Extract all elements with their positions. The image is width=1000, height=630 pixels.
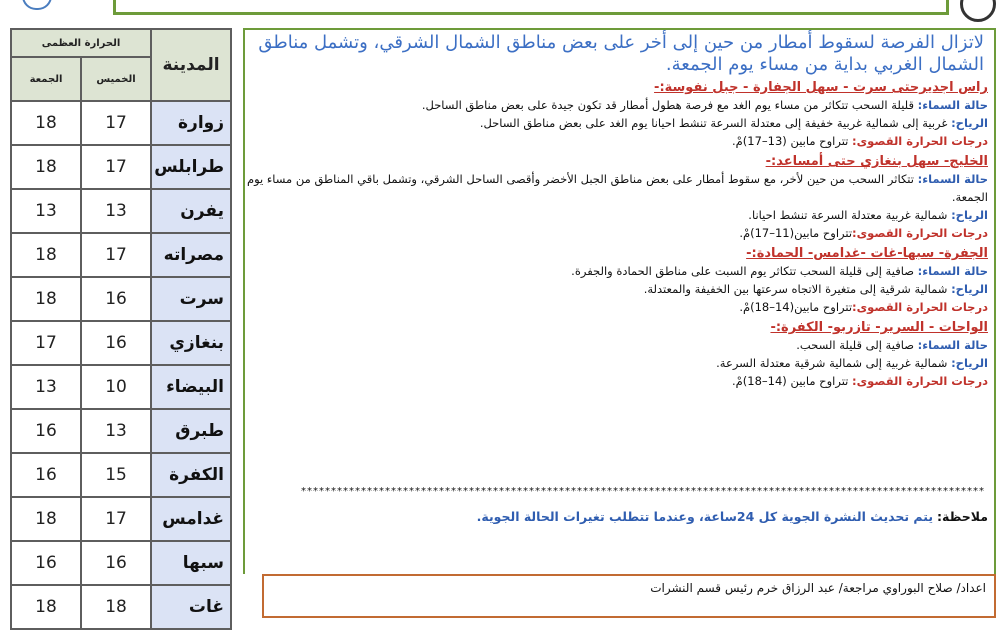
sky-label: حالة السماء: bbox=[917, 338, 988, 352]
winds-text: شمالية غربية معتدلة السرعة تنشط احيانا. bbox=[748, 208, 948, 222]
table-row bbox=[11, 145, 231, 189]
sky-text: قليلة السحب تتكاثر من مساء يوم الغد مع فرصة هطول أمطار قد تكون جيدة على بعض مناطق الساحل. bbox=[421, 98, 914, 112]
table-row bbox=[11, 585, 231, 629]
city-name: سرت bbox=[151, 277, 231, 321]
table-row bbox=[11, 321, 231, 365]
winds-label: الرياح: bbox=[951, 208, 988, 222]
friday-temp: 16 bbox=[11, 409, 81, 453]
table-row bbox=[11, 189, 231, 233]
thursday-temp: 16 bbox=[81, 321, 151, 365]
winds-text: غربية إلى شمالية غربية خفيفة إلى معتدلة السرعة تنشط احيانا يوم الغد على بعض مناطق الساحل. bbox=[479, 116, 948, 130]
temps-text: تتراوح مابين (14–18)مْ. bbox=[732, 374, 849, 388]
friday-temp: 17 bbox=[11, 321, 81, 365]
day-header-thursday: الخميس bbox=[81, 57, 151, 101]
header-strip bbox=[0, 0, 1000, 22]
city-name: يفرن bbox=[151, 189, 231, 233]
footer-credits: اعداد/ صلاح البوراوي مراجعة/ عبد الرزاق خرم رئيس قسم النشرات bbox=[650, 581, 986, 595]
logo-icon bbox=[22, 0, 52, 10]
sky-text: صافية إلى قليلة السحب. bbox=[796, 338, 914, 352]
city-name: سبها bbox=[151, 541, 231, 585]
note-label: ملاحظة: bbox=[937, 509, 988, 524]
thursday-temp: 13 bbox=[81, 409, 151, 453]
temps-text: تتراوح مابين (13–17)مْ. bbox=[732, 134, 849, 148]
friday-temp: 18 bbox=[11, 585, 81, 629]
temps-text: تتراوح مابين(11–17)مْ. bbox=[739, 226, 853, 240]
winds-text: شمالية غربية إلى شمالية شرقية معتدلة السرعة. bbox=[716, 356, 948, 370]
temps-label: درجات الحرارة القصوى: bbox=[852, 374, 988, 388]
winds-label: الرياح: bbox=[951, 356, 988, 370]
winds-text: شمالية شرقية إلى متغيرة الاتجاه سرعتها بين الخفيفة والمعتدلة. bbox=[643, 282, 948, 296]
note-text: يتم تحديث النشرة الجوية كل 24ساعة، وعندما تتطلب تغيرات الحالة الجوية. bbox=[476, 509, 934, 524]
temperature-table bbox=[10, 28, 232, 630]
winds-line bbox=[245, 206, 994, 224]
thursday-temp: 16 bbox=[81, 541, 151, 585]
thursday-temp: 17 bbox=[81, 497, 151, 541]
sky-label: حالة السماء: bbox=[917, 98, 988, 112]
winds-line bbox=[245, 280, 994, 298]
emblem-icon bbox=[960, 0, 996, 22]
city-name: طرابلس bbox=[151, 145, 231, 189]
friday-temp: 18 bbox=[11, 497, 81, 541]
table-row bbox=[11, 365, 231, 409]
forecast-intro: لاتزال الفرصة لسقوط أمطار من حين إلى أخر على بعض مناطق الشمال الشرقي، وتشمل مناطق الشمال الغربي بداية من مساء يوم الجمعة. bbox=[258, 32, 984, 75]
winds-label: الرياح: bbox=[951, 116, 988, 130]
sky-line bbox=[245, 170, 994, 206]
day-header-friday: الجمعة bbox=[11, 57, 81, 101]
temps-label: درجات الحرارة القصوى: bbox=[852, 226, 988, 240]
temps-label: درجات الحرارة القصوى: bbox=[852, 300, 988, 314]
friday-temp: 13 bbox=[11, 189, 81, 233]
section-title: الواحات - السرير- تازربو- الكفرة:- bbox=[770, 320, 988, 335]
city-name: زوارة bbox=[151, 101, 231, 145]
sky-text: صافية إلى قليلة السحب تتكاثر يوم السبت على مناطق الحمادة والجفرة. bbox=[571, 264, 914, 278]
temps-line bbox=[245, 298, 994, 316]
section-title: الخليج- سهل بنغازي حتى أمساعد:- bbox=[765, 154, 988, 169]
divider-stars: ****************************************************************************************************************** bbox=[301, 486, 985, 497]
friday-temp: 18 bbox=[11, 233, 81, 277]
temps-label: درجات الحرارة القصوى: bbox=[852, 134, 988, 148]
city-name: بنغازي bbox=[151, 321, 231, 365]
max-temp-header: الحرارة العظمى bbox=[11, 29, 151, 57]
forecast-panel bbox=[243, 28, 996, 574]
sky-text: تتكاثر السحب من حين لأخر، مع سقوط أمطار على بعض مناطق الجبل الأخضر وأقصى الساحل الشرقي، وتشمل باقي المناطق من مساء يوم الجمعة. bbox=[246, 172, 988, 204]
friday-temp: 16 bbox=[11, 453, 81, 497]
city-name: البيضاء bbox=[151, 365, 231, 409]
city-name: غات bbox=[151, 585, 231, 629]
city-header: المدينة bbox=[151, 29, 231, 101]
sky-label: حالة السماء: bbox=[917, 172, 988, 186]
thursday-temp: 15 bbox=[81, 453, 151, 497]
table-row bbox=[11, 233, 231, 277]
temps-line bbox=[245, 132, 994, 150]
friday-temp: 18 bbox=[11, 277, 81, 321]
winds-line bbox=[245, 354, 994, 372]
thursday-temp: 18 bbox=[81, 585, 151, 629]
table-row bbox=[11, 277, 231, 321]
sky-line bbox=[245, 262, 994, 280]
thursday-temp: 17 bbox=[81, 145, 151, 189]
winds-label: الرياح: bbox=[951, 282, 988, 296]
section-title: راس اجديرحتى سرت - سهل الجفارة - جبل نفوسة:- bbox=[654, 80, 988, 95]
table-row bbox=[11, 497, 231, 541]
thursday-temp: 10 bbox=[81, 365, 151, 409]
thursday-temp: 17 bbox=[81, 101, 151, 145]
thursday-temp: 13 bbox=[81, 189, 151, 233]
city-name: غدامس bbox=[151, 497, 231, 541]
temps-line bbox=[245, 372, 994, 390]
friday-temp: 18 bbox=[11, 101, 81, 145]
table-row bbox=[11, 409, 231, 453]
friday-temp: 16 bbox=[11, 541, 81, 585]
winds-line bbox=[245, 114, 994, 132]
thursday-temp: 16 bbox=[81, 277, 151, 321]
city-name: الكفرة bbox=[151, 453, 231, 497]
friday-temp: 13 bbox=[11, 365, 81, 409]
friday-temp: 18 bbox=[11, 145, 81, 189]
table-row bbox=[11, 453, 231, 497]
footer-box bbox=[262, 574, 996, 618]
header-box bbox=[113, 0, 949, 15]
sky-label: حالة السماء: bbox=[917, 264, 988, 278]
thursday-temp: 17 bbox=[81, 233, 151, 277]
table-row bbox=[11, 101, 231, 145]
temps-line bbox=[245, 224, 994, 242]
sky-line bbox=[245, 96, 994, 114]
city-name: طبرق bbox=[151, 409, 231, 453]
table-row bbox=[11, 541, 231, 585]
temps-text: تتراوح مابين(14–18)مْ. bbox=[739, 300, 853, 314]
section-title: الجفرة- سبها-غات -غدامس- الحمادة:- bbox=[746, 246, 988, 261]
city-name: مصراته bbox=[151, 233, 231, 277]
update-note bbox=[248, 508, 988, 526]
sky-line bbox=[245, 336, 994, 354]
